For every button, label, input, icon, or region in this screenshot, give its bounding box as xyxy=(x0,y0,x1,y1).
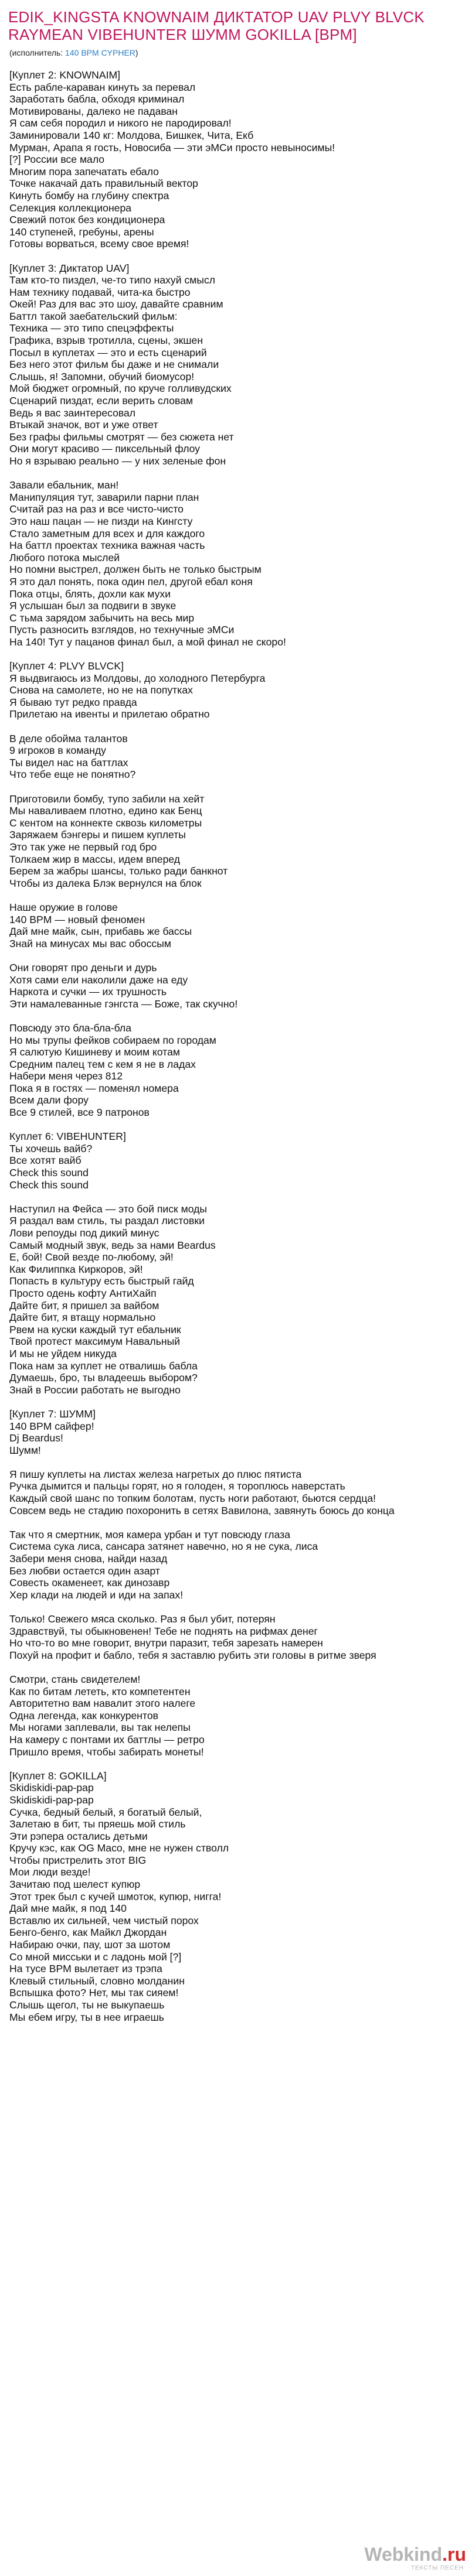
watermark-tld: .ru xyxy=(442,2544,466,2565)
lyric-line: [?] России все мало xyxy=(9,153,105,166)
performer-label: (исполнитель: xyxy=(9,48,66,57)
watermark-logo xyxy=(364,2545,466,2564)
lyric-line: Эти рэпера остались детьми xyxy=(9,1830,148,1842)
lyric-line: С кентом на коннекте сквозь километры xyxy=(9,816,202,829)
lyric-line: 140 ступеней, гребуны, арены xyxy=(9,226,154,238)
lyric-line: Я выдвигаюсь из Молдовы, до холодного Петербурга xyxy=(9,672,266,684)
lyric-line: [Куплет 7: ШУММ] xyxy=(9,1407,96,1420)
lyric-line: Эти намалеванные гэнгста — Боже, так скучно! xyxy=(9,997,238,1010)
lyric-line: На 140! Тут у пацанов финал был, а мой финал не скоро! xyxy=(9,636,286,648)
lyric-line: Совсем ведь не стадию похоронить в сетях Вавилона, завянуть боюсь до конца xyxy=(9,1504,395,1516)
lyrics-stanza xyxy=(9,901,464,949)
lyric-line: Всем дали фору xyxy=(9,1094,89,1106)
lyric-line: Знай на минусах мы вас обоссым xyxy=(9,937,171,949)
lyric-line: Дай мне майк, сын, прибавь же бассы xyxy=(9,925,192,938)
lyric-line: Мы ебем игру, ты в нее играешь xyxy=(9,2011,164,2023)
lyrics-stanza xyxy=(9,1203,464,1396)
lyric-line: Пока я в гостях — поменял номера xyxy=(9,1082,179,1094)
lyric-line: Чтобы пристрелить этот BIG xyxy=(9,1854,147,1866)
lyric-line: Ведь я вас заинтересовал xyxy=(9,406,136,419)
lyric-line: [Куплет 4: PLVY BLVCK] xyxy=(9,660,124,672)
lyrics-stanza xyxy=(9,1613,464,1661)
lyric-line: Мотивированы, далеко не падаван xyxy=(9,105,178,117)
lyric-line: В деле обойма талантов xyxy=(9,732,128,744)
lyric-line: Считай раз на раз и все чисто-чисто xyxy=(9,503,184,515)
performer-close: ) xyxy=(135,48,138,57)
lyric-line: Повсюду это бла-бла-бла xyxy=(9,1021,131,1034)
lyrics-stanza xyxy=(9,1673,464,1758)
lyric-line: Я бываю тут редко правда xyxy=(9,696,137,708)
lyric-line: Я это дал понять, пока один пел, другой ебал коня xyxy=(9,575,253,587)
lyric-line: Баттл такой заебательский фильм: xyxy=(9,310,178,322)
stanza-gap xyxy=(9,1516,464,1529)
lyric-line: Здравствуй, ты обыкновенен! Тебе не поднять на рифмах денег xyxy=(9,1625,318,1637)
lyric-line: Skidiskidi-pap-pap xyxy=(9,1782,94,1794)
song-title: EDIK_KINGSTA KNOWNAIM ДИКТАТОР UAV PLVY BLVCK RAYMEAN VIBEHUNTER ШУММ GOKILLA [BPM] xyxy=(8,8,425,43)
lyric-line: Мы ногами заплевали, вы так нелепы xyxy=(9,1721,191,1734)
lyric-line: Хер клади на людей и иди на запах! xyxy=(9,1588,184,1601)
lyric-line: Система сука лиса, сансара затянет навечно, но я не сука, лиса xyxy=(9,1540,318,1553)
stanza-gap xyxy=(9,648,464,661)
lyric-line: Пока отцы, блять, дохли как мухи xyxy=(9,587,171,600)
lyric-line: Берем за жабры шансы, только ради банкнот xyxy=(9,865,228,877)
lyric-line: Заряжаем бэнгеры и пишем куплеты xyxy=(9,829,186,841)
lyric-line: Прилетаю на ивенты и прилетаю обратно xyxy=(9,708,210,720)
lyric-line: Чтобы из далека Блэк вернулся на блок xyxy=(9,877,202,889)
lyric-line: Наркота и сучки — их трушность xyxy=(9,986,167,998)
lyric-line: 140 BPM — новый феномен xyxy=(9,913,145,925)
lyric-line: Dj Beardus! xyxy=(9,1432,63,1444)
lyric-line: На камеру с понтами их баттлы — ретро xyxy=(9,1733,205,1745)
lyric-line: Втыкай значок, вот и уже ответ xyxy=(9,419,158,431)
lyric-line: Слышь, я! Запомни, обучий биомусор! xyxy=(9,370,195,382)
lyrics-stanza xyxy=(9,69,464,250)
lyric-line: Пока нам за куплет не отвалишь бабла xyxy=(9,1359,198,1372)
lyric-line: Заминировали 140 кг: Молдова, Бишкек, Чита, Екб xyxy=(9,129,254,141)
lyric-line: И мы не уйдем никуда xyxy=(9,1347,117,1359)
lyrics-stanza xyxy=(9,1529,464,1601)
lyric-line: Так что я смертник, моя камера урбан и тут повсюду глаза xyxy=(9,1528,291,1540)
stanza-gap xyxy=(9,889,464,901)
lyric-line: Check this sound xyxy=(9,1167,89,1179)
lyric-line: Техника — это типо спецэффекты xyxy=(9,322,174,334)
lyric-line: Графика, взрыв тротилла, сцены, экшен xyxy=(9,334,203,347)
lyric-line: Со мной мисськи и с ладонь мой [?] xyxy=(9,1950,182,1963)
lyric-line: Куплет 6: VIBEHUNTER] xyxy=(9,1130,126,1143)
lyric-line: Ты хочешь вайб? xyxy=(9,1142,93,1154)
lyrics-stanza xyxy=(9,733,464,781)
lyric-line: Вспышка фото? Нет, мы так сияем! xyxy=(9,1987,179,1999)
lyric-line: На тусе BPM вылетает из трэпа xyxy=(9,1963,162,1975)
lyric-line: Толкаем жир в массы, идем вперед xyxy=(9,853,181,865)
lyric-line: Знай в России работать не выгодно xyxy=(9,1383,181,1396)
lyric-line: Набираю очки, пау, шот за шотом xyxy=(9,1939,171,1951)
lyric-line: Манипуляция тут, заварили парни план xyxy=(9,491,199,503)
lyric-line: Нам технику подавай, чита-ка быстро xyxy=(9,286,191,298)
lyric-line: Этот трек был с кучей шмоток, купюр, нигга! xyxy=(9,1890,222,1902)
lyric-line: Свежий поток без кондиционера xyxy=(9,214,165,226)
lyrics-stanza xyxy=(9,962,464,1010)
stanza-gap xyxy=(9,720,464,733)
lyric-line: Я пишу куплеты на листах железа нагретых до плюс пятиста xyxy=(9,1468,302,1480)
lyric-line: Но помни выстрел, должен быть не только быстрым xyxy=(9,563,262,576)
lyric-line: Только! Свежего мяса сколько. Раз я был убит, потерян xyxy=(9,1613,276,1625)
lyric-line: С тьма зарядом забычить на весь мир xyxy=(9,611,195,624)
stanza-gap xyxy=(9,467,464,480)
lyric-line: Но мы трупы фейков собираем по городам xyxy=(9,1034,216,1046)
lyric-line: [Куплет 8: GOKILLA] xyxy=(9,1769,107,1782)
lyric-line: Кинуть бомбу на глубину спектра xyxy=(9,189,169,201)
lyric-line: Сценарий пиздат, если верить словам xyxy=(9,395,193,407)
lyric-line: Они могут красиво — пиксельный флоу xyxy=(9,443,201,455)
stanza-gap xyxy=(9,1456,464,1468)
lyric-line: Смотри, стань свидетелем! xyxy=(9,1673,141,1685)
lyric-line: Совесть окаменеет, как динозавр xyxy=(9,1577,170,1589)
performer-link[interactable]: 140 BPM CYPHER xyxy=(65,48,135,57)
lyric-line: Пусть разносить взглядов, но технучные эМСи xyxy=(9,624,235,636)
lyric-line: Все 9 стилей, все 9 патронов xyxy=(9,1106,150,1119)
lyric-line: Skidiskidi-pap-pap xyxy=(9,1793,94,1806)
lyrics-stanza xyxy=(9,1130,464,1191)
stanza-gap xyxy=(9,1758,464,1770)
stanza-gap xyxy=(9,1191,464,1203)
lyric-line: Без любви остается один азарт xyxy=(9,1564,160,1577)
lyric-line: Авторитетно вам навалит этого налеге xyxy=(9,1697,196,1710)
stanza-gap xyxy=(9,1119,464,1131)
lyric-line: Наступил на Фейса — это бой писк моды xyxy=(9,1202,208,1215)
stanza-gap xyxy=(9,1661,464,1673)
lyric-line: Шумм! xyxy=(9,1444,41,1456)
lyric-line: Наше оружие в голове xyxy=(9,901,118,913)
lyric-line: Средним палец тем с кем я не в ладах xyxy=(9,1058,196,1070)
lyric-line: 9 игроков в команду xyxy=(9,744,106,757)
stanza-gap xyxy=(9,1396,464,1408)
lyric-line: Дай мне майк, я под 140 xyxy=(9,1902,127,1915)
lyric-line: Слышь щегол, ты не выкупаешь xyxy=(9,1999,165,2011)
lyric-line: Ты видел нас на баттлах xyxy=(9,756,128,768)
site-watermark[interactable] xyxy=(364,2545,466,2571)
lyric-line: Это так уже не первый год бро xyxy=(9,841,157,853)
lyric-line: Кручу кэс, как OG Maco, мне не нужен стволл xyxy=(9,1842,229,1854)
lyric-line: Многим пора запечатать ебало xyxy=(9,165,159,177)
lyric-line: Хотя сами ели наколили даже на еду xyxy=(9,973,188,986)
lyric-line: Check this sound xyxy=(9,1178,89,1191)
lyric-line: Но я взрываю реально — у них зеленые фон xyxy=(9,455,226,467)
lyric-line: [Куплет 2: KNOWNAIM] xyxy=(9,69,121,81)
performer-line xyxy=(9,48,464,57)
lyric-line: Есть рабле-караван кинуть за перевал xyxy=(9,81,196,93)
lyric-line: Готовы ворваться, всему свое время! xyxy=(9,238,189,250)
lyric-line: Е, бой! Свой везде по-любому, эй! xyxy=(9,1251,174,1263)
lyric-line: Каждый свой шанс по топким болотам, пусть ноги работают, бьются сердца! xyxy=(9,1492,376,1505)
lyric-line: Дайте бит, я втащу нормально xyxy=(9,1311,156,1324)
lyric-line: Селекция коллекционера xyxy=(9,201,132,214)
lyric-line: Думаешь, бро, ты владеешь выбором? xyxy=(9,1372,198,1384)
lyric-line: Точке накачай дать правильный вектор xyxy=(9,177,198,190)
lyric-line: Это наш пацан — не пизди на Кингсту xyxy=(9,515,193,527)
lyric-line: Мой бюджет огромный, по круче голливудских xyxy=(9,382,232,395)
lyrics-body xyxy=(9,69,464,2023)
lyric-line: Залетаю в бит, ты пряешь мой стиль xyxy=(9,1818,186,1830)
lyrics-stanza xyxy=(9,1408,464,1456)
lyric-line: Похуй на профит и бабло, тебя я заставлю рубить эти головы в ритме зверя xyxy=(9,1649,376,1661)
lyric-line: Мои люди везде! xyxy=(9,1866,91,1878)
lyric-line: Рвем на куски каждый тут ебальник xyxy=(9,1323,181,1335)
lyric-line: Я услышан был за подвиги в звуке xyxy=(9,600,176,612)
lyric-line: Сучка, бедный белый, я богатый белый, xyxy=(9,1806,202,1818)
lyric-line: Любого потока мыслей xyxy=(9,551,120,563)
lyric-line: Все хотят вайб xyxy=(9,1154,82,1167)
lyric-line: Дайте бит, я пришел за вайбом xyxy=(9,1299,159,1311)
lyric-line: Как по битам лететь, кто компетентен xyxy=(9,1685,191,1697)
lyric-line: На баттл проектах техника важная часть xyxy=(9,539,205,552)
lyric-line: Они говорят про деньги и дурь xyxy=(9,961,157,973)
lyric-line: Я сам себя породил и никого не пародировал! xyxy=(9,117,232,129)
lyric-line: Лови репоуды под дикий минус xyxy=(9,1227,159,1239)
stanza-gap xyxy=(9,949,464,962)
lyric-line: Твой протест максимум Навальный xyxy=(9,1335,181,1348)
lyric-line: Самый модный звук, ведь за нами Beardus xyxy=(9,1239,216,1251)
lyric-line: Я салютую Кишиневу и моим котам xyxy=(9,1046,180,1058)
lyrics-stanza xyxy=(9,262,464,467)
lyric-line: Я раздал вам стиль, ты раздал листовки xyxy=(9,1215,205,1227)
lyric-line: Пришло время, чтобы забирать монеты! xyxy=(9,1745,204,1758)
lyric-line: Просто одень кофту АнтиХайп xyxy=(9,1287,157,1299)
lyrics-stanza xyxy=(9,1468,464,1516)
lyric-line: Набери меня через 812 xyxy=(9,1070,123,1082)
lyric-line: Приготовили бомбу, тупо забили на хейт xyxy=(9,792,205,805)
stanza-gap xyxy=(9,1601,464,1613)
lyric-line: Мы наваливаем плотно, едино как Бенц xyxy=(9,805,202,817)
lyric-line: Окей! Раз для вас это шоу, давайте сравним xyxy=(9,298,223,310)
stanza-gap xyxy=(9,1010,464,1022)
lyric-line: Без него этот фильм бы даже и не снимали xyxy=(9,358,219,371)
lyric-line: Клевый стильный, словно молданин xyxy=(9,1974,185,1987)
lyrics-stanza xyxy=(9,660,464,720)
lyrics-stanza xyxy=(9,1770,464,2023)
lyric-line: Без графы фильмы смотрят — без сюжета нет xyxy=(9,431,234,443)
lyric-line: 140 BPM сайфер! xyxy=(9,1420,94,1432)
lyrics-stanza xyxy=(9,479,464,648)
stanza-gap xyxy=(9,250,464,262)
lyric-line: Что тебе еще не понятно? xyxy=(9,768,136,781)
stanza-gap xyxy=(9,781,464,793)
lyric-line: Мурман, Арапа я гость, Новосиба — эти эМСи просто невыносимы! xyxy=(9,141,335,153)
lyric-line: Ручка дымится и пальцы горят, но я голоден, я тороплюсь наверстать xyxy=(9,1480,345,1492)
lyric-line: Завали ебальник, ман! xyxy=(9,479,119,491)
lyrics-stanza xyxy=(9,1022,464,1119)
lyric-line: Забери меня снова, найди назад xyxy=(9,1553,168,1565)
lyric-line: Попасть в культуру есть быстрый гайд xyxy=(9,1275,194,1287)
lyric-line: Одна легенда, как конкурентов xyxy=(9,1709,158,1721)
lyric-line: Снова на самолете, но не на попутках xyxy=(9,684,193,696)
lyric-line: Посыл в куплетах — это и есть сценарий xyxy=(9,346,207,358)
lyric-line: Бенго-бенго, как Майкл Джордан xyxy=(9,1926,167,1939)
watermark-name: Webkind xyxy=(364,2544,443,2565)
lyric-line: Там кто-то пиздел, че-то типо нахуй смысл xyxy=(9,274,216,286)
lyric-line: Вставлю их сильней, чем чистый порох xyxy=(9,1914,199,1926)
lyric-line: Заработать бабла, обходя криминал xyxy=(9,93,185,105)
watermark-subtitle: ТЕКСТЫ ПЕСЕН xyxy=(410,2565,464,2571)
lyrics-stanza xyxy=(9,793,464,890)
lyric-line: Зачитаю под шелест купюр xyxy=(9,1878,141,1891)
lyric-line: [Куплет 3: Диктатор UAV] xyxy=(9,262,130,274)
lyric-line: Но что-то во мне говорит, внутри паразит, тебя зарезать намерен xyxy=(9,1637,323,1649)
lyric-line: Стало заметным для всех и для каждого xyxy=(9,527,205,539)
lyric-line: Как Филиппка Киркоров, эй! xyxy=(9,1263,143,1275)
